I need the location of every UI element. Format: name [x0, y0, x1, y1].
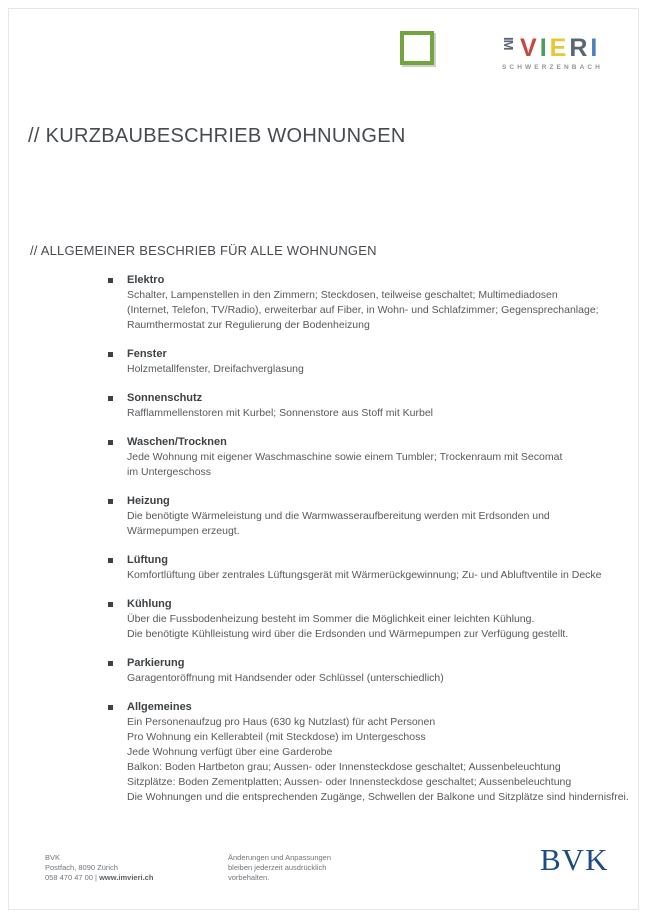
section-line: Rafflammellenstoren mit Kurbel; Sonnenstore aus Stoff mit Kurbel: [127, 407, 434, 419]
bullet-icon: [108, 278, 113, 283]
bullet-icon: [108, 440, 113, 445]
bullet-icon: [108, 499, 113, 504]
logo-im-rotated: IM: [501, 37, 516, 50]
footer-notice-line: vorbehalten.: [228, 873, 270, 882]
section-line: Die Wohnungen und die entsprechenden Zugänge, Schwellen der Balkone und Sitzplätze sind hindernisfrei.: [127, 791, 629, 803]
section-lueftung: [108, 553, 616, 583]
logo-letter-r: R: [569, 34, 588, 62]
section-title: Parkierung: [127, 657, 185, 669]
document-title: // KURZBAUBESCHRIEB WOHNUNGEN: [28, 125, 406, 147]
logo-letter-e: E: [549, 34, 567, 62]
footer-notice: [228, 853, 331, 883]
section-line: im Untergeschoss: [127, 466, 212, 478]
footer-phone: 058 470 47 00 |: [45, 873, 100, 882]
section-parkierung: [108, 656, 616, 686]
logo-letter-i2: I: [590, 34, 598, 62]
section-title: Allgemeines: [127, 701, 192, 713]
section-title: Lüftung: [127, 554, 168, 566]
bullet-icon: [108, 396, 113, 401]
im-vieri-logo: [501, 34, 618, 71]
section-kuehlung: [108, 597, 616, 642]
section-title: Waschen/Trocknen: [127, 436, 227, 448]
sections-list: [108, 273, 629, 819]
section-sonnenschutz: [108, 391, 616, 421]
bullet-icon: [108, 602, 113, 607]
section-line: Garagentoröffnung mit Handsender oder Schlüssel (unterschiedlich): [127, 672, 444, 684]
section-line: Wärmepumpen erzeugt.: [127, 525, 240, 537]
section-line: Pro Wohnung ein Kellerabteil (mit Steckdose) im Untergeschoss: [127, 731, 426, 743]
section-line: Komfortlüftung über zentrales Lüftungsgerät mit Wärmerückgewinnung; Zu- und Abluftventile in Decke: [127, 569, 602, 581]
section-heading-general: // ALLGEMEINER BESCHRIEB FÜR ALLE WOHNUNGEN: [30, 243, 377, 258]
section-line: Schalter, Lampenstellen in den Zimmern; Steckdosen, teilweise geschaltet; Multimediadosen: [127, 289, 558, 301]
logo-letter-v: V: [520, 34, 537, 62]
section-title: Heizung: [127, 495, 170, 507]
section-allgemeines: [108, 700, 629, 805]
section-title: Sonnenschutz: [127, 392, 203, 404]
section-waschen-trocknen: [108, 435, 616, 480]
section-line: Holzmetallfenster, Dreifachverglasung: [127, 363, 304, 375]
section-line: Jede Wohnung mit eigener Waschmaschine sowie einem Tumbler; Trockenraum mit Secomat: [127, 451, 563, 463]
logo-letter-i1: I: [539, 34, 547, 62]
section-title: Elektro: [127, 274, 165, 286]
section-line: Über die Fussbodenheizung besteht im Sommer die Möglichkeit einer leichten Kühlung.: [127, 613, 535, 625]
section-heizung: [108, 494, 616, 539]
bvk-logo: BVK: [540, 842, 609, 877]
footer-notice-line: bleiben jederzeit ausdrücklich: [228, 863, 327, 872]
section-line: Ein Personenaufzug pro Haus (630 kg Nutzlast) für acht Personen: [127, 716, 436, 728]
bullet-icon: [108, 558, 113, 563]
logo-subtext: SCHWERZENBACH: [502, 64, 603, 71]
section-line: (Internet, Telefon, TV/Radio), erweiterbar auf Fiber, in Wohn- und Schlafzimmer; Gegensprechanlage;: [127, 304, 599, 316]
footer-org: BVK: [45, 853, 61, 862]
logo-wordmark: [501, 34, 618, 62]
section-line: Raumthermostat zur Regulierung der Bodenheizung: [127, 319, 370, 331]
section-title: Kühlung: [127, 598, 172, 610]
bullet-icon: [108, 705, 113, 710]
section-line: Balkon: Boden Hartbeton grau; Aussen- oder Innensteckdose geschaltet; Aussenbeleuchtung: [127, 761, 561, 773]
footer-phone-line: [45, 873, 153, 883]
section-fenster: [108, 347, 616, 377]
footer-notice-line: Änderungen und Anpassungen: [228, 853, 332, 862]
footer-contact: [45, 853, 153, 883]
footer-website-link: www.imvieri.ch: [99, 873, 154, 882]
green-square-marker: [400, 31, 434, 65]
section-elektro: [108, 273, 616, 333]
bullet-icon: [108, 352, 113, 357]
section-title: Fenster: [127, 348, 167, 360]
bullet-icon: [108, 661, 113, 666]
section-line: Sitzplätze: Boden Zementplatten; Aussen- oder Innensteckdose geschaltet; Aussenbeleuchtung: [127, 776, 572, 788]
section-line: Die benötigte Wärmeleistung und die Warmwasseraufbereitung werden mit Erdsonden und: [127, 510, 550, 522]
footer-address: Postfach, 8090 Zürich: [45, 863, 118, 872]
section-line: Die benötigte Kühlleistung wird über die Erdsonden und Wärmepumpen zur Verfügung gestellt.: [127, 628, 569, 640]
section-line: Jede Wohnung verfügt über eine Garderobe: [127, 746, 333, 758]
